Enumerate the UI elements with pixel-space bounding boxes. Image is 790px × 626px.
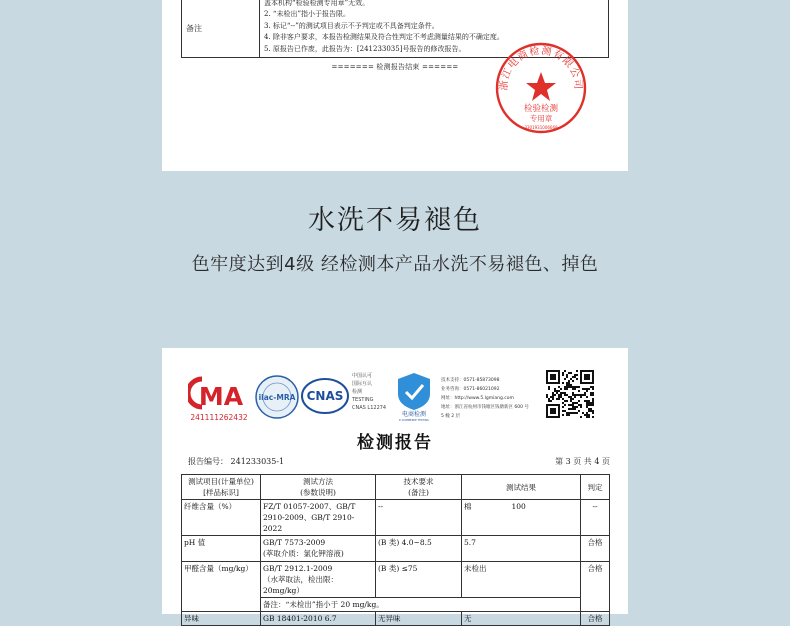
cell-method: GB/T 2912.1-2009 （水萃取法，检出限：20mg/kg） xyxy=(261,562,376,598)
qr-code xyxy=(546,370,594,418)
ilac-logo-text: ilac-MRA xyxy=(258,393,296,402)
header-item: 测试项目(计量单位) [样品标识] xyxy=(182,475,261,500)
cell-judgement: 合格 xyxy=(581,536,610,562)
cell-requirement: (B 类) ≤75 xyxy=(376,562,462,598)
cnas-logo xyxy=(300,376,350,416)
remark-note: 2. “未检出”指小于报告限。 xyxy=(264,10,351,19)
cell-result xyxy=(462,500,581,536)
remark-note: 4. 除非客户要求，本报告检测结果及符合性判定不考虑测量结果的不确定度。 xyxy=(264,33,504,42)
table-row xyxy=(182,536,610,562)
cell-item: 纤维含量（%） xyxy=(182,500,261,536)
cell-requirement: 无异味 xyxy=(376,612,462,626)
report-number: 报告编号： 241233035-1 xyxy=(188,457,285,466)
table-header-row xyxy=(182,475,610,500)
header-result: 测试结果 xyxy=(462,475,581,500)
ec-logo-sublabel: E-COMMERCE TESTING xyxy=(399,419,429,422)
results-table xyxy=(181,474,610,626)
cell-item: 甲醛含量（mg/kg） xyxy=(182,562,261,612)
contact-line: 地址：浙江省杭州市钱塘区钱塘新区 600 号 xyxy=(441,405,529,410)
report-title: 检测报告 xyxy=(357,433,433,453)
cnas-line: TESTING xyxy=(352,397,374,403)
top-report-card xyxy=(162,0,628,171)
seal-center-text: 检验检测 xyxy=(523,104,559,114)
cma-number: 241111262432 xyxy=(190,413,248,422)
report-end-line: ======= 检测报告结束 ====== xyxy=(331,63,459,71)
headline: 水洗不易褪色 xyxy=(308,205,482,236)
table-row xyxy=(182,500,610,536)
cell-item: pH 值 xyxy=(182,536,261,562)
seal-ring-text: 浙江电商检测有限公司 xyxy=(498,45,584,91)
cnas-line: CNAS L12274 xyxy=(352,405,387,411)
contact-line: 网址：http://www.5.lgmiang.com xyxy=(441,396,514,401)
subline: 色牢度达到4级 经检测本产品水洗不易褪色、掉色 xyxy=(191,254,599,275)
contact-line: 5 幢 2 层 xyxy=(441,414,461,419)
cnas-line: 检测 xyxy=(352,389,363,395)
contact-line: 业务咨询：0571-86021092 xyxy=(441,387,500,392)
cell-result: 未检出 xyxy=(462,562,581,598)
cma-logo xyxy=(188,373,250,423)
ec-logo-label: 电商检测 xyxy=(401,411,427,418)
contact-info xyxy=(441,376,529,421)
cell-result: 5.7 xyxy=(462,536,581,562)
cell-judgement: 合格 xyxy=(581,612,610,626)
cell-note: 备注：“未检出”指小于 20 mg/kg。 xyxy=(261,598,581,612)
company-seal-stamp xyxy=(494,41,588,135)
header-method: 测试方法 (参数说明) xyxy=(261,475,376,500)
cnas-logo-text: CNAS xyxy=(306,389,344,403)
cell-requirement: (B 类) 4.0~8.5 xyxy=(376,536,462,562)
table-row xyxy=(182,562,610,598)
result-fiber: 棉 xyxy=(464,502,472,511)
cell-method: GB 18401-2010 6.7 xyxy=(261,612,376,626)
result-value: 100 xyxy=(511,502,526,511)
cell-method: FZ/T 01057-2007、GB/T 2910-2009、GB/T 2910-2022 xyxy=(261,500,376,536)
remark-note: 5. 原报告已作废，此报告为：[241233035]号报告的修改报告。 xyxy=(264,44,466,53)
page-number: 第 3 页 共 4 页 xyxy=(555,457,610,466)
seal-number: 3301931006669 xyxy=(524,125,558,130)
header-judgement: 判定 xyxy=(581,475,610,500)
cma-logo-text: MA xyxy=(198,382,244,411)
cnas-accreditation-text xyxy=(352,372,386,412)
header-requirement: 技术要求 (备注) xyxy=(376,475,462,500)
remark-note: 盖本机构“检验检测专用章”无效。 xyxy=(264,0,370,7)
cell-judgement: -- xyxy=(581,500,610,536)
bottom-report-card xyxy=(162,348,628,623)
ilac-mra-logo xyxy=(254,374,300,420)
cell-requirement: -- xyxy=(376,500,462,536)
remark-note: 3. 标记“--”的测试项目表示不予判定或不具备判定条件。 xyxy=(264,21,439,30)
contact-line: 技术支持：0571-85873098 xyxy=(441,378,500,383)
seal-center-subtext: 专用章 xyxy=(529,114,553,123)
cell-result: 无 xyxy=(462,612,581,626)
cell-method: GB/T 7573-2009 (萃取介质：氯化钾溶液) xyxy=(261,536,376,562)
cell-item: 异味 xyxy=(182,612,261,626)
cnas-line: 中国认可 xyxy=(352,373,373,379)
ecommerce-testing-logo xyxy=(390,370,438,422)
logo-row xyxy=(188,370,608,424)
cell-judgement: 合格 xyxy=(581,562,610,612)
cnas-line: 国际互认 xyxy=(352,381,373,387)
remarks-label: 备注 xyxy=(182,0,260,57)
